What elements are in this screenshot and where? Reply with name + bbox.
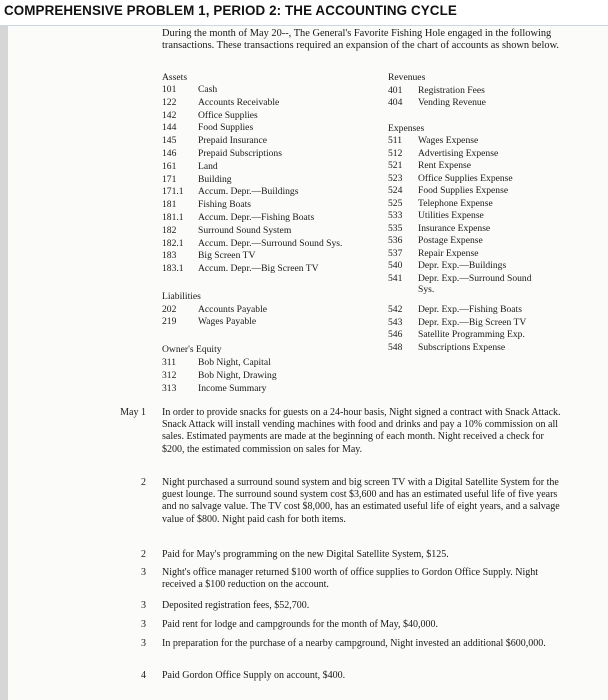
assets-row: [162, 199, 251, 210]
expenses-row: [388, 273, 538, 295]
account-number: 548: [388, 341, 403, 353]
intro-paragraph: During the month of May 20--, The General's Favorite Fishing Hole engaged in the following transactions. These transactions required an expansion of the chart of accounts as shown below.: [162, 28, 560, 52]
transaction-text: Night purchased a surround sound system and big screen TV with a Digital Satellite System for the guest lounge. The surround sound system cost $3,600 and has an estimated useful life of five years and no salvage value. The TV cost $8,000, has an estimated useful life of eight years, and a salvage value of $800. Night paid cash for both items.: [162, 477, 560, 525]
account-number: 182: [162, 224, 177, 236]
account-number: 146: [162, 148, 177, 159]
account-number: 219: [162, 316, 177, 328]
account-number: 540: [388, 260, 403, 271]
account-name: Accum. Depr.—Surround Sound Sys.: [198, 237, 343, 249]
account-number: 543: [388, 316, 403, 328]
account-name: Food Supplies Expense: [418, 185, 509, 196]
equity-heading: Owner's Equity: [162, 344, 222, 355]
account-name: Registration Fees: [418, 85, 485, 96]
left-margin-shadow: [0, 26, 8, 700]
account-name: Wages Expense: [418, 135, 479, 146]
account-number: 122: [162, 96, 177, 108]
transaction-date: 3: [141, 619, 146, 630]
account-number: 171.1: [162, 186, 184, 198]
account-name: Accum. Depr.—Buildings: [198, 186, 299, 198]
account-number: 537: [388, 247, 403, 259]
assets-row: [162, 263, 319, 274]
transaction-date: 3: [141, 638, 146, 649]
revenues-row: [388, 97, 486, 108]
expenses-row: [388, 198, 493, 209]
expenses-row: [388, 135, 478, 146]
account-name: Prepaid Insurance: [198, 135, 267, 147]
expenses-row: [388, 160, 471, 171]
account-name: Satellite Programming Exp.: [418, 329, 525, 340]
assets-row: [162, 110, 258, 121]
transaction-date: May 1: [120, 407, 146, 418]
account-number: 524: [388, 185, 403, 196]
equity-row: [162, 383, 266, 394]
assets-row: [162, 161, 218, 172]
assets-row: [162, 250, 255, 261]
expenses-row: [388, 304, 522, 315]
expenses-row: [388, 260, 506, 271]
account-number: 171: [162, 173, 177, 185]
account-number: 401: [388, 85, 403, 96]
account-name: Fishing Boats: [198, 199, 252, 211]
account-number: 145: [162, 135, 177, 147]
transaction-date: 2: [141, 549, 146, 560]
account-name: Accum. Depr.—Fishing Boats: [198, 212, 315, 223]
account-name: Food Supplies: [198, 122, 254, 134]
expenses-row: [388, 210, 484, 221]
account-number: 404: [388, 97, 403, 109]
expenses-row: [388, 248, 478, 259]
assets-row: [162, 97, 279, 108]
transaction-date: 2: [141, 477, 146, 488]
account-number: 181: [162, 199, 177, 211]
account-name: Depr. Exp.—Big Screen TV: [418, 316, 527, 328]
account-name: Bob Night, Drawing: [198, 369, 277, 381]
account-name: Office Supplies Expense: [418, 172, 513, 184]
account-number: 521: [388, 160, 403, 171]
account-name: Rent Expense: [418, 160, 472, 171]
account-name: Vending Revenue: [418, 97, 486, 109]
expenses-row: [388, 317, 526, 328]
account-name: Postage Expense: [418, 235, 483, 246]
revenues-heading: Revenues: [388, 72, 426, 83]
account-name: Depr. Exp.—Surround Sound Sys.: [418, 272, 532, 295]
account-number: 101: [162, 84, 177, 95]
account-name: Accum. Depr.—Big Screen TV: [198, 263, 319, 275]
account-name: Wages Payable: [198, 316, 257, 328]
account-name: Bob Night, Capital: [198, 357, 271, 368]
account-number: 541: [388, 272, 403, 284]
equity-row: [162, 370, 277, 381]
account-name: Accounts Payable: [198, 304, 268, 315]
account-name: Building: [198, 173, 232, 185]
account-name: Big Screen TV: [198, 250, 256, 262]
revenues-row: [388, 85, 485, 96]
assets-heading: Assets: [162, 72, 188, 83]
expenses-row: [388, 223, 490, 234]
assets-row: [162, 174, 232, 185]
expenses-row: [388, 329, 525, 340]
account-number: 142: [162, 109, 177, 121]
transaction-text: Paid Gordon Office Supply on account, $400.: [162, 670, 346, 681]
account-name: Insurance Expense: [418, 222, 491, 234]
account-number: 533: [388, 210, 403, 221]
assets-row: [162, 148, 282, 159]
page-title: COMPREHENSIVE PROBLEM 1, PERIOD 2: THE ACCOUNTING CYCLE: [0, 0, 608, 26]
account-number: 313: [162, 382, 177, 394]
expenses-row: [388, 173, 513, 184]
account-number: 183: [162, 250, 177, 262]
account-name: Advertising Expense: [418, 147, 499, 159]
account-number: 535: [388, 222, 403, 234]
account-number: 311: [162, 357, 177, 368]
account-name: Prepaid Subscriptions: [198, 148, 282, 159]
assets-row: [162, 238, 342, 249]
account-name: Cash: [198, 84, 218, 95]
account-number: 525: [388, 197, 403, 209]
account-number: 161: [162, 160, 177, 172]
account-name: Office Supplies: [198, 109, 258, 121]
transaction-text: In preparation for the purchase of a nearby campground, Night invested an additional $600,000.: [162, 638, 546, 649]
account-name: Surround Sound System: [198, 224, 292, 236]
account-name: Utilities Expense: [418, 210, 484, 221]
account-name: Depr. Exp.—Fishing Boats: [418, 304, 522, 315]
account-name: Income Summary: [198, 382, 267, 394]
account-name: Repair Expense: [418, 247, 479, 259]
account-number: 144: [162, 122, 177, 134]
transaction-date: 3: [141, 600, 146, 611]
assets-row: [162, 225, 291, 236]
account-number: 312: [162, 369, 177, 381]
account-number: 511: [388, 135, 403, 146]
equity-row: [162, 357, 271, 368]
account-number: 512: [388, 147, 403, 159]
account-number: 546: [388, 329, 403, 340]
account-number: 202: [162, 304, 177, 315]
transaction-date: 4: [141, 670, 146, 681]
account-name: Accounts Receivable: [198, 96, 280, 108]
assets-row: [162, 186, 298, 197]
account-number: 536: [388, 235, 403, 246]
transaction-text: In order to provide snacks for guests on a 24-hour basis, Night signed a contract with Snack Attack. Snack Attack will install vending machines with food and drinks and pay a 10% commission on all sales. Estimated payments are made at the beginning of each month. Night received a check for $200, the estimated commission on sales for May.: [162, 407, 561, 455]
account-name: Telephone Expense: [418, 197, 493, 209]
account-number: 523: [388, 172, 403, 184]
account-number: 183.1: [162, 263, 184, 275]
transaction-text: Paid rent for lodge and campgrounds for the month of May, $40,000.: [162, 619, 438, 630]
assets-row: [162, 122, 253, 133]
assets-row: [162, 212, 314, 223]
transaction-text: Deposited registration fees, $52,700.: [162, 600, 310, 611]
account-name: Depr. Exp.—Buildings: [418, 260, 507, 271]
expenses-row: [388, 342, 505, 353]
account-name: Land: [198, 160, 218, 172]
expenses-row: [388, 148, 498, 159]
transaction-date: 3: [141, 567, 146, 578]
liabilities-row: [162, 304, 267, 315]
liabilities-row: [162, 316, 256, 327]
assets-row: [162, 135, 267, 146]
account-name: Subscriptions Expense: [418, 341, 506, 353]
liabilities-heading: Liabilities: [162, 291, 201, 302]
expenses-row: [388, 185, 508, 196]
transaction-text: Paid for May's programming on the new Digital Satellite System, $125.: [162, 549, 449, 560]
account-number: 181.1: [162, 212, 184, 223]
account-number: 182.1: [162, 237, 184, 249]
transaction-text: Night's office manager returned $100 worth of office supplies to Gordon Office Supply. Night received a $100 reduction on the account.: [162, 567, 539, 591]
expenses-row: [388, 235, 483, 246]
account-number: 542: [388, 304, 403, 315]
assets-row: [162, 84, 217, 95]
expenses-heading: Expenses: [388, 123, 425, 134]
